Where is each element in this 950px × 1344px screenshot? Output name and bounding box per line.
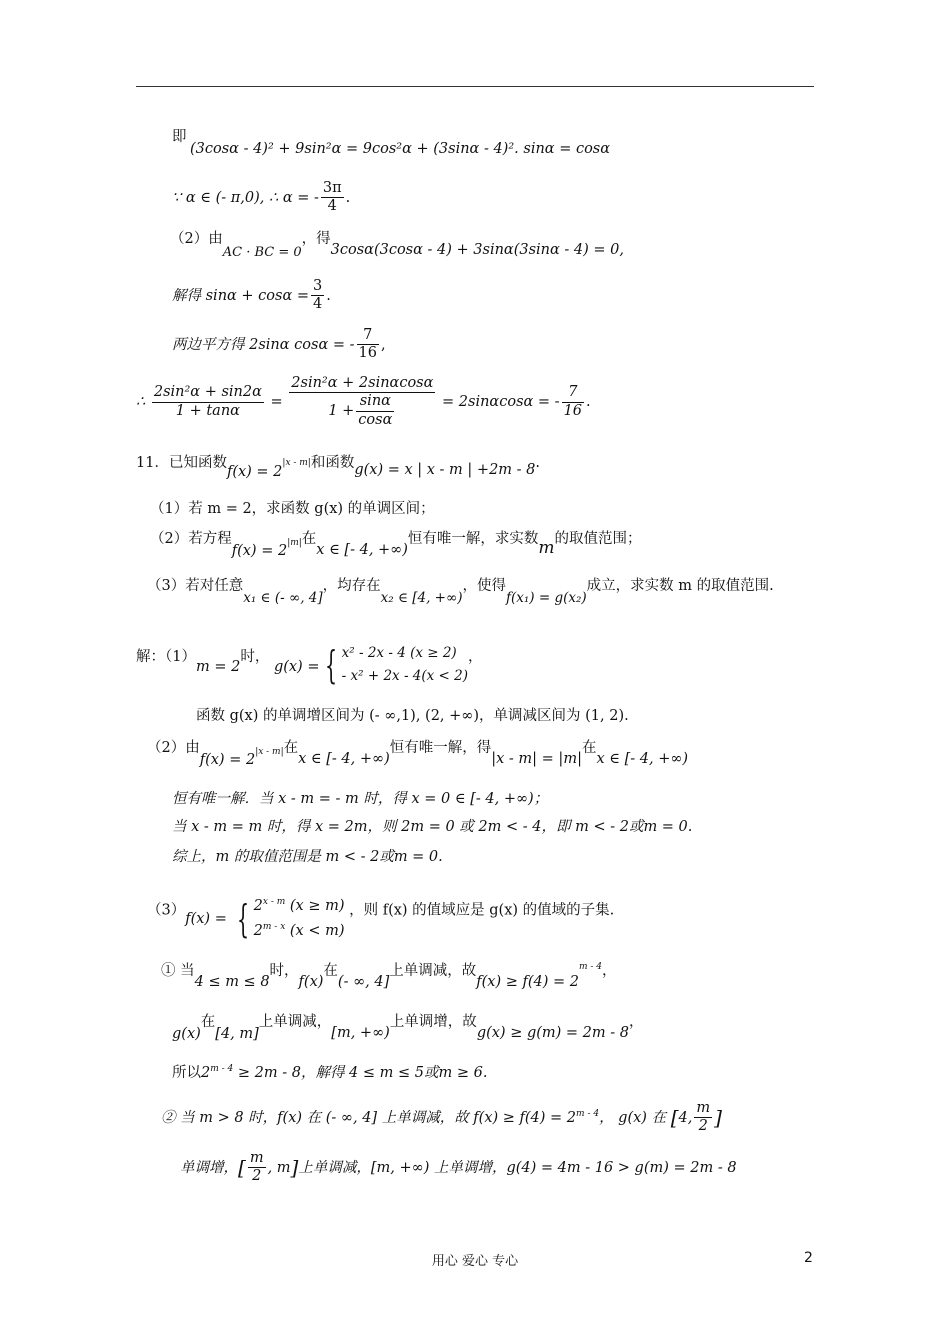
solution-part3: （3）f(x) = { 2$^{x - m}$ (x ≥ m) 2$^{m - x}$ (x < m) ，则 f(x) 的值域应是 g(x) 的值域的子集. [147, 886, 614, 935]
fraction-m-2-b: $\frac{m}{2}$ [249, 1150, 264, 1185]
fraction-7-16: $\frac{7}{16}$ [358, 327, 377, 362]
equation-expand: (3cosα - 4)² + 9sin²α = 9cos²α + (3sinα - 4)². sinα = cosα [190, 141, 611, 157]
cases-f: 2$^{x - m}$ (x ≥ m) 2$^{m - x}$ (x < m) [253, 897, 345, 939]
solve-sum-line: 解得 sinα + cosα = $\frac{3}{4}$ . [172, 278, 331, 313]
line-ji: 即 [172, 129, 187, 145]
therefore-line: ∴ $\frac{\text{2sin²α + sin2α}}{1 + \tan\alpha}$ = 2sin²α + 2sinαcosα 1 + $\frac{\sin\alpha}{\cos\alpha}$ = 2sinαcosα = - $\frac{7}{16}$ . [136, 375, 591, 428]
cases-g: x² - 2x - 4 (x ≥ 2) - x² + 2x - 4(x < 2) [341, 645, 469, 684]
monotone-intervals: 函数 g(x) 的单调增区间为 (- ∞,1), (2, +∞)，单调减区间为 (1, 2). [196, 708, 629, 724]
header-rule [136, 86, 814, 87]
fraction-3pi-4: $\frac{3\pi}{4}$ [322, 180, 342, 215]
fraction-7-16-b: $\frac{7}{16}$ [563, 384, 583, 419]
fraction-lhs: $\frac{\text{2sin²α + sin2α}}{1 + \tan\alpha}$ [153, 384, 262, 419]
fraction-3-4: $\frac{3}{4}$ [313, 278, 323, 313]
solution-part2: （2）由f(x) = 2|x - m|在x ∈ [- 4, +∞)恒有唯一解，得|x - m| = |m|在x ∈ [- 4, +∞) [147, 740, 689, 768]
solution-part1: 解：（1）m = 2时， g(x) = { x² - 2x - 4 (x ≥ 2) - x² + 2x - 4(x < 2) ， [136, 642, 483, 687]
page-number: 2 [804, 1250, 813, 1266]
left-brace-f: { [237, 896, 250, 941]
problem-11-part2: （2）若方程f(x) = 2|m|在x ∈ [- 4, +∞)恒有唯一解，求实数m的取值范围； [150, 531, 642, 559]
solution-case1: 恒有唯一解．当 x - m = - m 时，得 x = 0 ∈ [- 4, +∞)； [172, 791, 549, 807]
case-1-line: ① 当4 ≤ m ≤ 8时，f(x)在(- ∞, 4]上单调减，故$f(x) \ge f(4) = 2^{m - 4}$， [161, 962, 617, 990]
fraction-sin-cos: $\frac{\sin\alpha}{\cos\alpha}$ [358, 393, 393, 428]
g-monotone-line: g(x)在[4, m]上单调减，[m, +∞)上单调增，故g(x) ≥ g(m) = 2m - 8， [172, 1014, 644, 1042]
problem-11-line: 11．已知函数f(x) = 2|x - m|和函数g(x) = x | x - m | +2m - 8. [136, 455, 540, 480]
footer-motto: 用心 爱心 专心 [431, 1254, 519, 1269]
square-both-line: 两边平方得 2sinα cosα = - $\frac{7}{16}$ , [172, 327, 386, 362]
problem-11-part1: （1）若 m = 2，求函数 g(x) 的单调区间； [150, 501, 435, 517]
case-2-line: ② 当 m > 8 时，f(x) 在 (- ∞, 4] 上单调减，故 $f(x) \ge f(4) = 2^{m - 4}$， g(x) 在 [4, $\frac{m}{2}$ ] [161, 1100, 722, 1135]
solution-summary: 综上，m 的取值范围是 m < - 2或m = 0. [172, 849, 443, 865]
left-brace-g: { [325, 642, 338, 687]
case-2-cont-line: 单调增，[ $\frac{m}{2}$ , m]上单调减，[m, +∞) 上单调增，g(4) = 4m - 16 > g(m) = 2m - 8 [180, 1150, 737, 1185]
problem-11-part3: （3）若对任意x₁ ∈ (- ∞, 4]，均存在x₂ ∈ [4, +∞)，使得f(x₁) = g(x₂)成立，求实数 m 的取值范围. [147, 578, 774, 606]
alpha-range-line: ∵ α ∈ (- π,0), ∴ α = - $\frac{3\pi}{4}$ . [172, 180, 351, 215]
fraction-m-2: $\frac{m}{2}$ [696, 1100, 711, 1135]
fraction-mid: 2sin²α + 2sinαcosα 1 + $\frac{\sin\alpha}{\cos\alpha}$ [291, 375, 434, 428]
solution-case2: 当 x - m = m 时，得 x = 2m，则 2m = 0 或 2m < - 4，即 m < - 2或m = 0. [172, 819, 693, 835]
so-inequality-line: 所以$2^{m - 4} \ge 2m - 8$，解得 4 ≤ m ≤ 5或m ≥ 6. [172, 1064, 488, 1081]
part2-line: （2）由AC · BC = 0，得3cosα(3cosα - 4) + 3sinα(3sinα - 4) = 0, [170, 231, 625, 260]
